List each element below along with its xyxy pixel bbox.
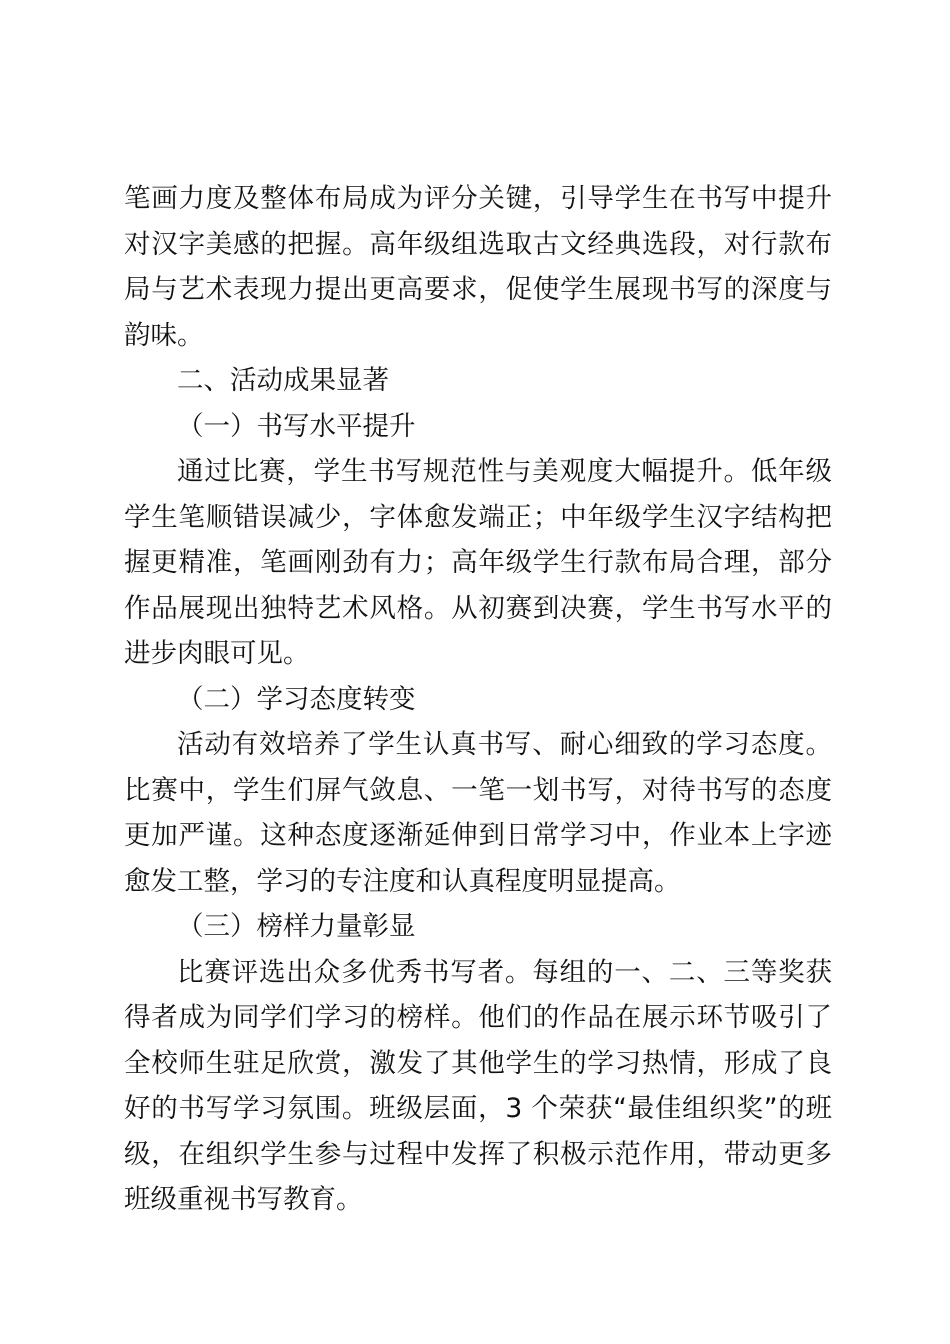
paragraph-attitude: 活动有效培养了学生认真书写、耐心细致的学习态度。比赛中，学生们屏气敛息、一笔一划书写，对待书写的态度更加严谨。这种态度逐渐延伸到日常学习中，作业本上字迹愈发工整，学习的专注度和认真程度明显提高。 xyxy=(124,729,832,897)
subsection-heading-1: （一）书写水平提升 xyxy=(177,410,416,442)
section-heading-2: 二、活动成果显著 xyxy=(177,365,389,396)
paragraph-role-models: 比赛评选出众多优秀书写者。每组的一、二、三等奖获得者成为同学们学习的榜样。他们的作品在展示环节吸引了全校师生驻足欣赏，激发了其他学生的学习热情，形成了良好的书写学习氛围。班级层面，3 个荣获“最佳组织奖”的班级，在组织学生参与过程中发挥了积极示范作用，带动更多班级重视书写教育。 xyxy=(124,956,832,1215)
paragraph-continued: 笔画力度及整体布局成为评分关键，引导学生在书写中提升对汉字美感的把握。高年级组选取古文经典选段，对行款布局与艺术表现力提出更高要求，促使学生展现书写的深度与韵味。 xyxy=(124,183,832,351)
paragraph-writing-level: 通过比赛，学生书写规范性与美观度大幅提升。低年级学生笔顺错误减少，字体愈发端正；中年级学生汉字结构把握更精准，笔画刚劲有力；高年级学生行款布局合理，部分作品展现出独特艺术风格。从初赛到决赛，学生书写水平的进步肉眼可见。 xyxy=(124,456,832,669)
subsection-heading-3: （三）榜样力量彰显 xyxy=(177,911,416,942)
subsection-heading-2: （二）学习态度转变 xyxy=(177,683,416,715)
document-body xyxy=(124,176,832,1223)
